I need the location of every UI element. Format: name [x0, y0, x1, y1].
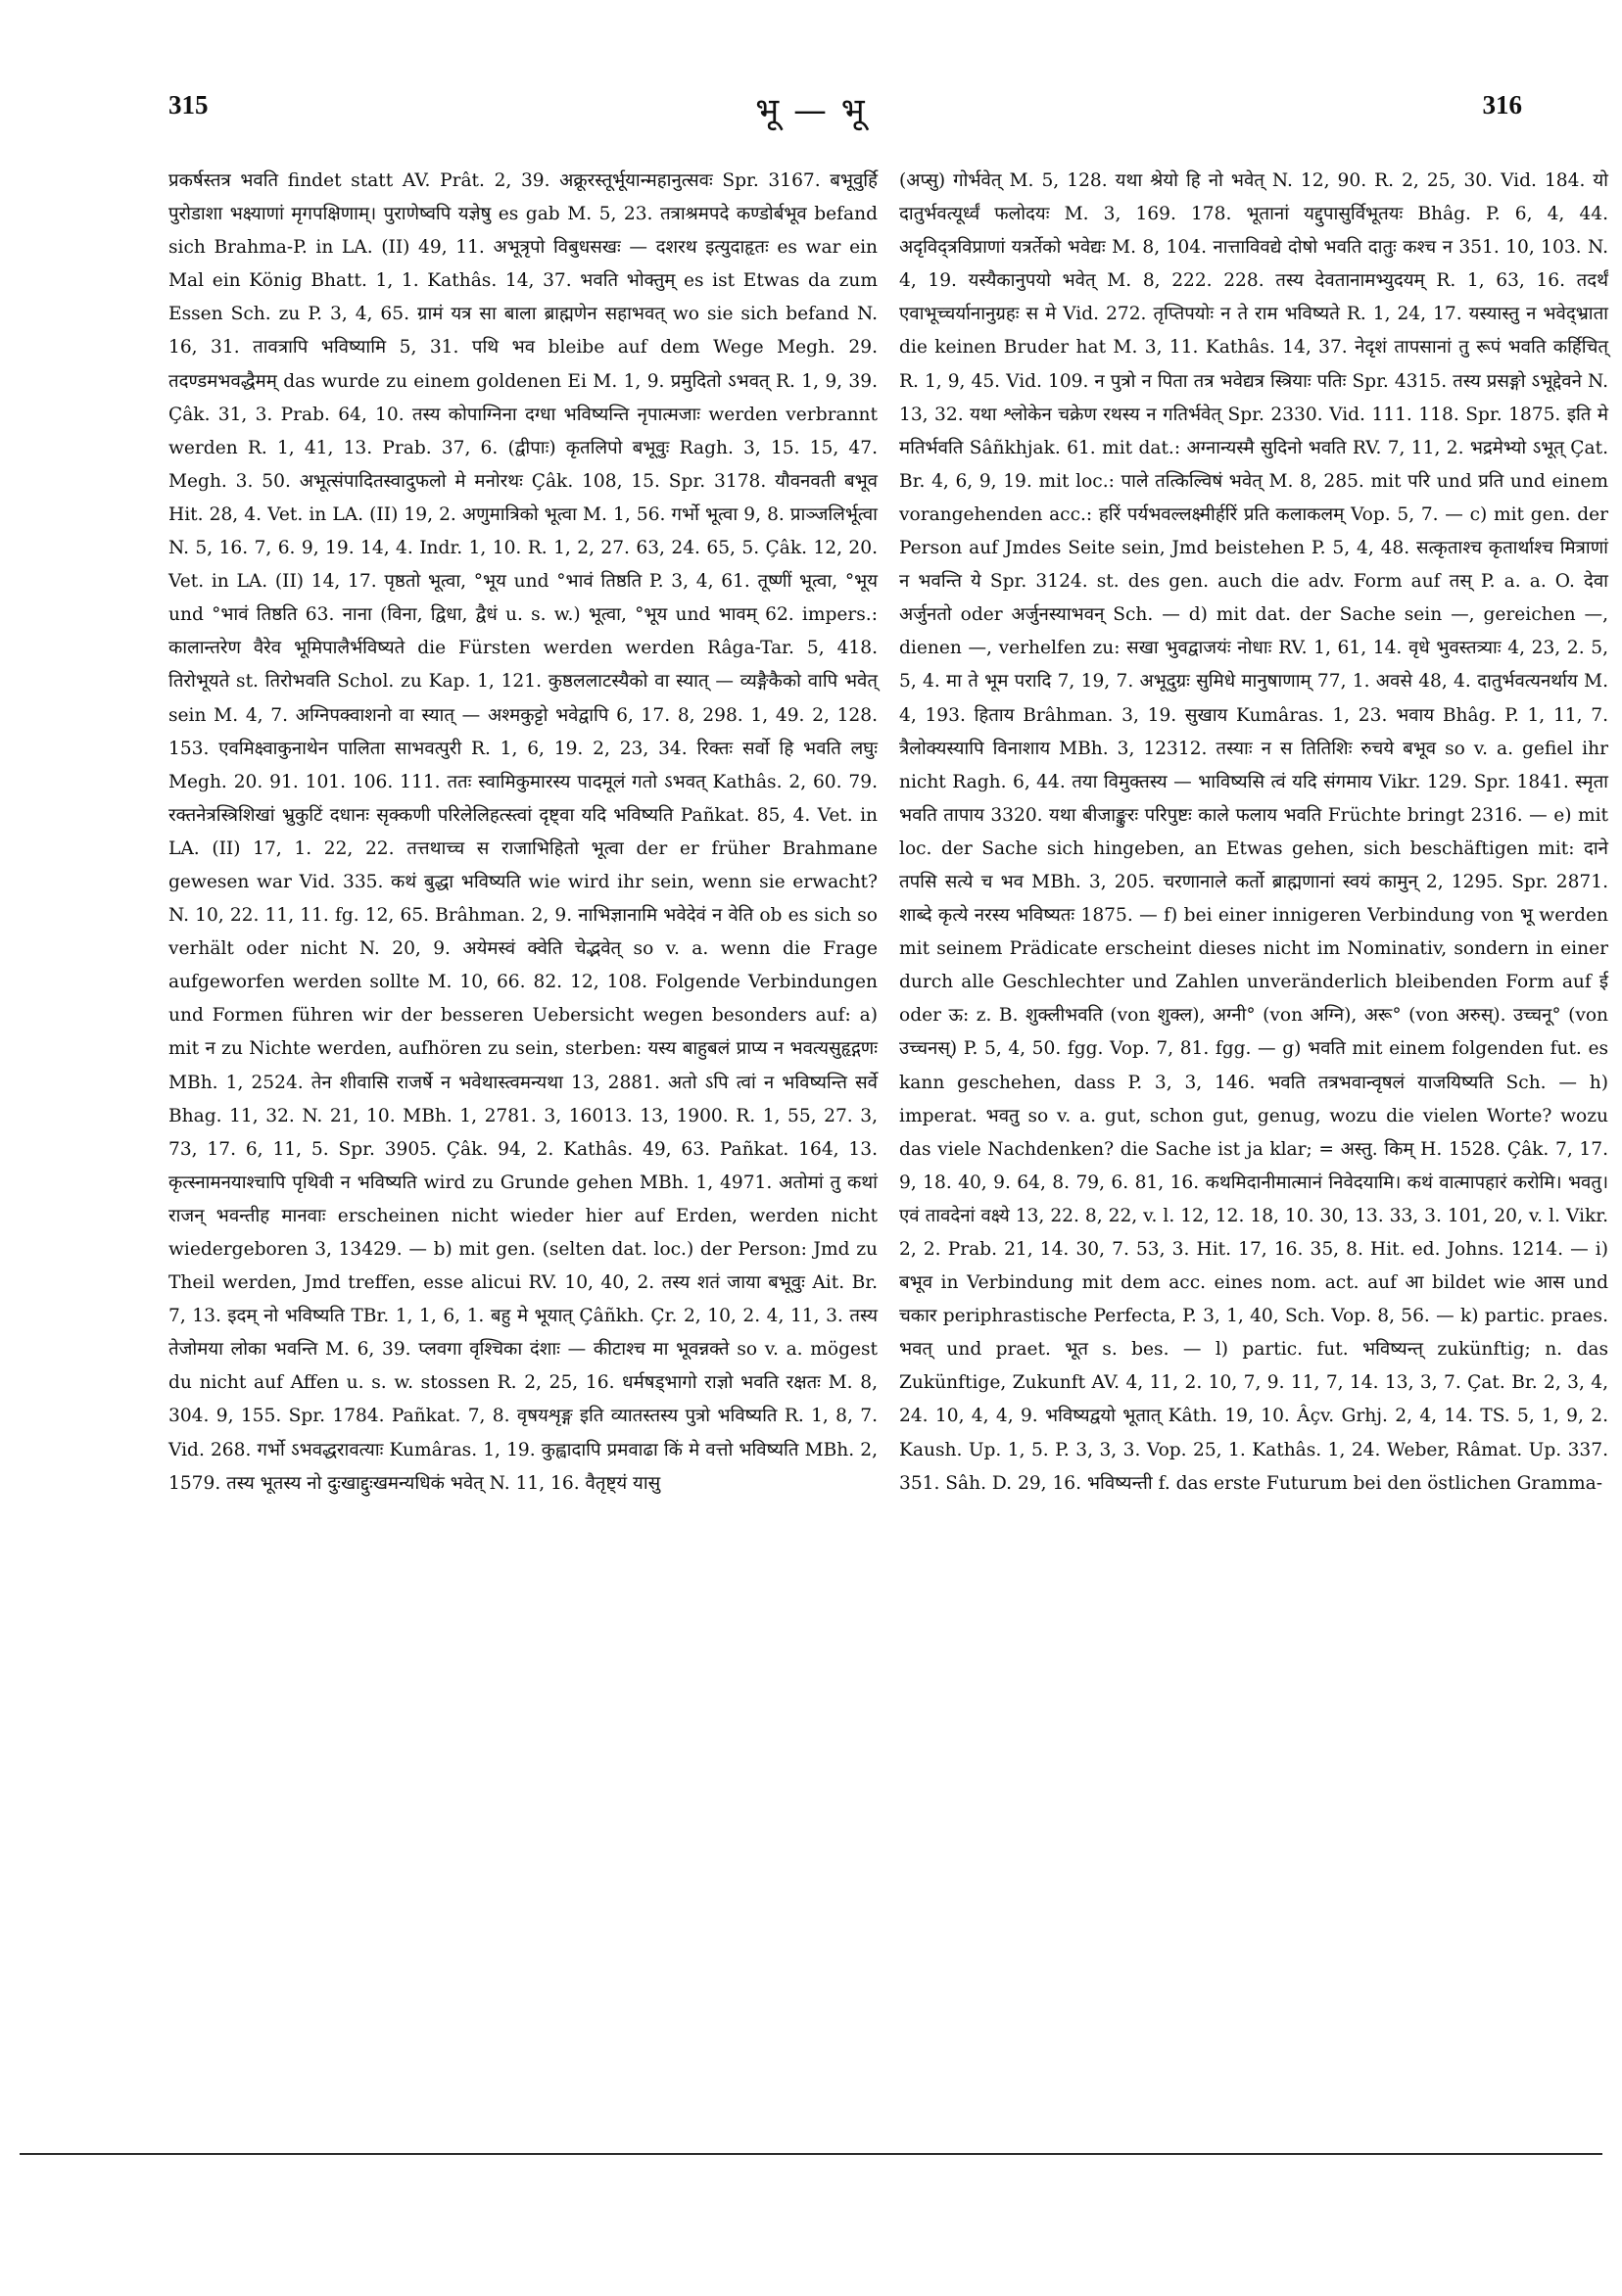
page-number-left: 315 [168, 90, 209, 120]
right-column [899, 165, 1608, 1501]
running-header: भू — भू [755, 91, 867, 130]
right-column-text: (अप्सु) गोर्भवेत् M. 5, 128. यथा श्रेयो हि नो भवेत् N. 12, 90. R. 2, 25, 30. Vid. 184. यो दातुर्भवत्यूर्ध्वं फलोदयः M. 3, 169. 178. भूतानां यद्दुपासुर्विभूतयः Bhâg. P. 6, 4, 44. अदृविद्त्रविप्राणां यत्रर्तेको भवेद्यः M. 8, 104. नात्ताविवद्ये दोषो भवति दातुः कश्च न 351. 10, 103. N. 4, 19. यस्यैकानुपयो भवेत् M. 8, 222. 228. तस्य देवतानामभ्युदयम् R. 1, 63, 16. तदर्थं एवाभूच्चर्यानानुग्रहः स मे Vid. 272. तृप्तिपयोः न ते राम भविष्यते R. 1, 24, 17. यस्यास्तु न भवेद्भ्राता die keinen Bruder hat M. 3, 11. Kathâs. 14, 37. नेदृशं तापसानां तु रूपं भवति कर्हिचित् R. 1, 9, 45. Vid. 109. न पुत्रो न पिता तत्र भवेद्यत्र स्त्रियाः पतिः Spr. 4315. तस्य प्रसङ्गो ऽभूद्देवने N. 13, 32. यथा श्लोकेन चक्रेण रथस्य न गतिर्भवेत् Spr. 2330. Vid. 111. 118. Spr. 1875. इति मे मतिर्भवति Sâñkhjak. 61. mit dat.: अग्नान्यस्मै सुदिनो भवति RV. 7, 11, 2. भद्रमेभ्यो ऽभूत् Çat. Br. 4, 6, 9, 19. mit loc.: पाले तत्किल्विषं भवेत् M. 8, 285. mit परि und प्रति und einem vorangehenden acc.: हरिं पर्यभवल्लक्ष्मीर्हरिं प्रति कलाकलम् Vop. 5, 7. — c) mit gen. der Person auf Jmdes Seite sein, Jmd beistehen P. 5, 4, 48. सत्कृताश्च कृतार्थाश्च मित्राणां न भवन्ति ये Spr. 3124. st. des gen. auch die adv. Form auf तस् P. a. a. O. देवा अर्जुनतो oder अर्जुनस्याभवन् Sch. — d) mit dat. der Sache sein —, gereichen —, dienen —, verhelfen zu: सखा भुवद्वाजयंः नोधाः RV. 1, 61, 14. वृधे भुवस्तत्र्याः 4, 23, 2. 5, 5, 4. मा ते भूम परादि 7, 19, 7. अभूदुग्रः सुमिधे मानुषाणाम् 77, 1. अवसे 48, 4. दातुर्भवत्यनर्थाय M. 4, 193. हिताय Brâhman. 3, 19. सुखाय Kumâras. 1, 23. भवाय Bhâg. P. 1, 11, 7. त्रैलोक्यस्यापि विनाशाय MBh. 3, 12312. तस्याः न स तितिशिः रुचये बभूव so v. a. gefiel ihr nicht Ragh. 6, 44. तया विमुक्तस्य — भाविष्यसि त्वं यदि संगमाय Vikr. 129. Spr. 1841. स्मृता भवति तापाय 3320. यथा बीजाङ्कुरः परिपुष्टः काले फलाय भवति Früchte bringt 2316. — e) mit loc. der Sache sich hingeben, an Etwas gehen, sich beschäftigen mit: दाने तपसि सत्ये च भव MBh. 3, 205. चरणानाले कर्तो ब्राह्मणानां स्वयं कामुन् 2, 1295. Spr. 2871. शाब्दे कृत्ये नरस्य भविष्यतः 1875. — f) bei einer innigeren Verbindung von भू werden mit seinem Prädicate erscheint dieses nicht im Nominativ, sondern in einer durch alle Geschlechter und Zahlen unveränderlich bleibenden Form auf ई oder ऊ: z. B. शुक्लीभवति (von शुक्ल), अग्नी° (von अग्नि), अरू° (von अरुस्). उच्चनू° (von उच्चनस्) P. 5, 4, 50. fgg. Vop. 7, 81. fgg. — g) भवति mit einem folgenden fut. es kann geschehen, dass P. 3, 3, 146. भवति तत्रभवान्वृषलं याजयिष्यति Sch. — h) imperat. भवतु so v. a. gut, schon gut, genug, wozu die vielen Worte? wozu das viele Nachdenken? die Sache ist ja klar; = अस्तु. किम् H. 1528. Çâk. 7, 17. 9, 18. 40, 9. 64, 8. 79, 6. 81, 16. कथमिदानीमात्मानं निवेदयामि। कथं वात्मापहारं करोमि। भवतु। एवं तावदेनां वक्ष्ये 13, 22. 8, 22, v. l. 12, 12. 18, 10. 30, 13. 33, 3. 101, 20, v. l. Vikr. 2, 2. Prab. 21, 14. 30, 7. 53, 3. Hit. 17, 16. 35, 8. Hit. ed. Johns. 1214. — i) बभूव in Verbindung mit dem acc. eines nom. act. auf आ bildet wie आस und चकार periphrastische Perfecta, P. 3, 1, 40, Sch. Vop. 8, 56. — k) partic. praes. भवत् und praet. भूत s. bes. — l) partic. fut. भविष्यन्त् zukünftig; n. das Zukünftige, Zukunft AV. 4, 11, 2. 10, 7, 9. 11, 7, 14. 13, 3, 7. Çat. Br. 2, 3, 4, 24. 10, 4, 4, 9. भविष्यद्वयो भूतात् Kâth. 19, 10. Âçv. Grhj. 2, 4, 14. TS. 5, 1, 9, 2. Kaush. Up. 1, 5. P. 3, 3, 3. Vop. 25, 1. Kathâs. 1, 24. Weber, Râmat. Up. 337. 351. Sâh. D. 29, 16. भविष्यन्ती f. das erste Futurum bei den östlichen Gramma- [899, 170, 1608, 1494]
left-column-text: प्रकर्षस्तत्र भवति findet statt AV. Prât. 2, 39. अक्रूरस्तूर्भूयान्महानुत्सवः Spr. 3167. बभूवुर्हि पुरोडाशा भक्ष्याणां मृगपक्षिणाम्। पुराणेष्वपि यज्ञेषु es gab M. 5, 23. तत्राश्रमपदे कण्डोर्बभूव befand sich Brahma-P. in LA. (II) 49, 11. अभूत्रृपो विबुधसखः — दशरथ इत्युदाहृतः es war ein Mal ein König Bhatt. 1, 1. Kathâs. 14, 37. भवति भोक्तुम् es ist Etwas da zum Essen Sch. zu P. 3, 4, 65. ग्रामं यत्र सा बाला ब्राह्मणेन सहाभवत् wo sie sich befand N. 16, 31. तावत्रापि भविष्यामि 5, 31. पथि भव bleibe auf dem Wege Megh. 29. तदण्डमभवद्धैमम् das wurde zu einem goldenen Ei M. 1, 9. प्रमुदितो ऽभवत् R. 1, 9, 39. Çâk. 31, 3. Prab. 64, 10. तस्य कोपाग्निना दग्धा भविष्यन्ति नृपात्मजाः werden verbrannt werden R. 1, 41, 13. Prab. 37, 6. (द्वीपाः) कृतलिपो बभूवुः Ragh. 3, 15. 15, 47. Megh. 3. 50. अभूत्संपादितस्वादुफलो मे मनोरथः Çâk. 108, 15. Spr. 3178. यौवनवती बभूव Hit. 28, 4. Vet. in LA. (II) 19, 2. अणुमात्रिको भूत्वा M. 1, 56. गर्भो भूत्वा 9, 8. प्राञ्जलिर्भूत्वा N. 5, 16. 7, 6. 9, 19. 14, 4. Indr. 1, 10. R. 1, 2, 27. 63, 24. 65, 5. Çâk. 12, 20. Vet. in LA. (II) 14, 17. पृष्ठतो भूत्वा, °भूय und °भावं तिष्ठति P. 3, 4, 61. तूष्णीं भूत्वा, °भूय und °भावं तिष्ठति 63. नाना (विना, द्विधा, द्वैधं u. s. w.) भूत्वा, °भूय und भावम् 62. impers.: कालान्तरेण वैरेव भूमिपालैर्भविष्यते die Fürsten werden werden Râga-Tar. 5, 418. तिरोभूयते st. तिरोभवति Schol. zu Kap. 1, 121. कुष्ठललाटस्यैको वा स्यात् — व्यङ्गैकैको वापि भवेत् sein M. 4, 7. अग्निपक्वाशनो वा स्यात् — अश्मकुट्टो भवेद्वापि 6, 17. 8, 298. 1, 49. 2, 128. 153. एवमिक्ष्वाकुनाथेन पालिता साभवत्पुरी R. 1, 6, 19. 2, 23, 34. रिक्तः सर्वो हि भवति लघुः Megh. 20. 91. 101. 106. 111. ततः स्वामिकुमारस्य पादमूलं गतो ऽभवत् Kathâs. 2, 60. 79. रक्तनेत्रस्त्रिशिखां भ्रुकुटिं दधानः सृक्कणी परिलेलिहत्स्त्वां दृष्ट्वा यदि भविष्यति Pañkat. 85, 4. Vet. in LA. (II) 17, 1. 22, 22. तत्तथाच्च स राजाभिहितो भूत्वा der er früher Brahmane gewesen war Vid. 335. कथं बुद्धा भविष्यति wie wird ihr sein, wenn sie erwacht? N. 10, 22. 11, 11. fg. 12, 65. Brâhman. 2, 9. नाभिज्ञानामि भवेदेवं न वेति ob es sich so verhält oder nicht N. 20, 9. अयेमस्वं क्वेति चेद्भवेत् so v. a. wenn die Frage aufgeworfen werden sollte M. 10, 66. 82. 12, 108. Folgende Verbindungen und Formen führen wir der besseren Uebersicht wegen besonders auf: a) mit न zu Nichte werden, aufhören zu sein, sterben: यस्य बाहुबलं प्राप्य न भवत्यसुहृद्गणः MBh. 1, 2524. तेन शीवासि राजर्षे न भवेथास्त्वमन्यथा 13, 2881. अतो ऽपि त्वां न भविष्यन्ति सर्वे Bhag. 11, 32. N. 21, 10. MBh. 1, 2781. 3, 16013. 13, 1900. R. 1, 55, 27. 3, 73, 17. 6, 11, 5. Spr. 3905. Çâk. 94, 2. Kathâs. 49, 63. Pañkat. 164, 13. कृत्स्नामनयाश्चापि पृथिवी न भविष्यति wird zu Grunde gehen MBh. 1, 4971. अतोमां तु कथां राजन् भवन्तीह मानवाः erscheinen nicht wieder hier auf Erden, werden nicht wiedergeboren 3, 13429. — b) mit gen. (selten dat. loc.) der Person: Jmd zu Theil werden, Jmd treffen, esse alicui RV. 10, 40, 2. तस्य शतं जाया बभूवुः Ait. Br. 7, 13. इदम् नो भविष्यति TBr. 1, 1, 6, 1. बहु मे भूयात् Çâñkh. Çr. 2, 10, 2. 4, 11, 3. तस्य तेजोमया लोका भवन्ति M. 6, 39. प्लवगा वृश्चिका दंशाः — कीटाश्च मा भूवन्नक्ते so v. a. mögest du nicht auf Affen u. s. w. stossen R. 2, 25, 16. धर्मषड्भागो राज्ञो भवति रक्षतः M. 8, 304. 9, 155. Spr. 1784. Pañkat. 7, 8. वृषयशृङ्ग इति व्यातस्तस्य पुत्रो भविष्यति R. 1, 8, 7. Vid. 268. गर्भो ऽभवद्धरावत्याः Kumâras. 1, 19. कुह्वादापि प्रमवाढा किं मे वत्तो भविष्यति MBh. 2, 1579. तस्य भूतस्य नो दुःखाद्दुःखमन्यधिकं भवेत् N. 11, 16. वैतृष्ट्यं यासु [168, 170, 878, 1494]
left-column [168, 165, 878, 1501]
page-number-right: 316 [1482, 90, 1522, 120]
bottom-rule [20, 2153, 1602, 2155]
